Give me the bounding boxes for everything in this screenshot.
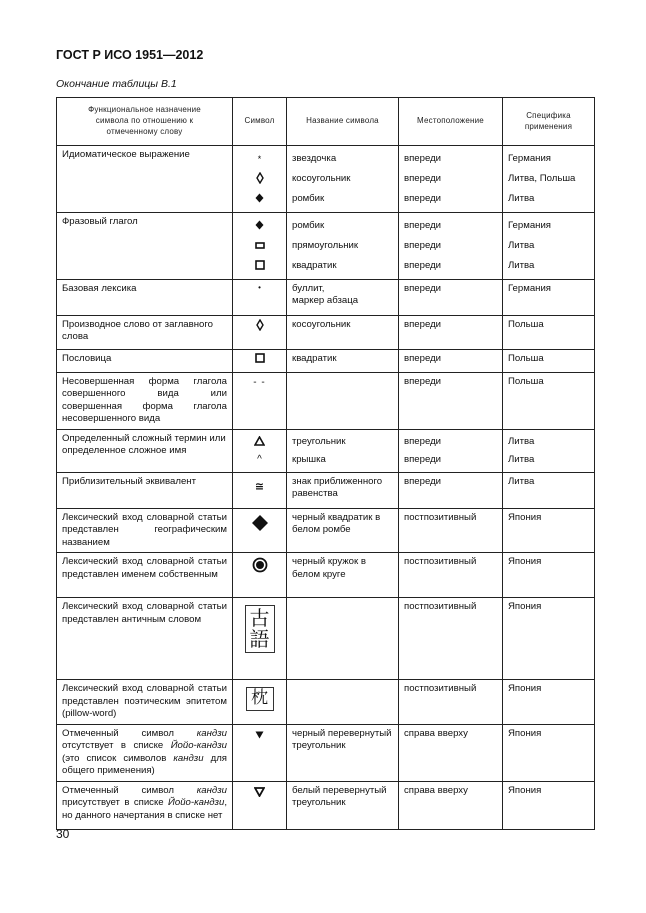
symbol-cell [233, 598, 287, 680]
symbol-cell [233, 509, 287, 553]
table-row [57, 316, 595, 350]
black-diamond-icon [255, 220, 264, 230]
location-cell: впереди [399, 316, 503, 350]
spec-cell: Германия Литва, Польша Литва [503, 146, 595, 213]
name-cell: квадратик [287, 350, 399, 373]
name-cell: треугольник крышка [287, 430, 399, 473]
function-cell: Лексический вход словарной статьи представлен географическим названием [57, 509, 233, 553]
spec-cell: Литва [503, 473, 595, 509]
symbol-cell [233, 553, 287, 598]
page-number: 30 [56, 827, 70, 841]
function-cell: Пословица [57, 350, 233, 373]
black-diamond-icon [255, 193, 264, 203]
triangle-icon [254, 436, 265, 446]
location-cell: впереди [399, 373, 503, 430]
column-header-function: Функциональное назначение символа по отношению к отмеченному слову [57, 98, 233, 146]
spec-cell: Литва Литва [503, 430, 595, 473]
double-dash-icon: - - [253, 377, 266, 388]
name-cell: буллит, маркер абзаца [287, 280, 399, 316]
function-cell: Отмеченный символ кандзи присутствует в списке Йойо-кандзи, но данного начертания в списке нет [57, 781, 233, 829]
location-cell: справа вверху [399, 781, 503, 829]
symbol-cell [233, 680, 287, 724]
spec-cell: Япония [503, 781, 595, 829]
symbols-table [56, 97, 595, 830]
symbol-cell [233, 724, 287, 781]
name-cell [287, 373, 399, 430]
name-cell [287, 680, 399, 724]
column-header-name: Название символа [287, 98, 399, 146]
document-header: ГОСТ Р ИСО 1951—2012 [56, 48, 204, 62]
symbol-cell [233, 213, 287, 280]
spec-cell: Германия [503, 280, 595, 316]
location-cell: постпозитивный [399, 553, 503, 598]
table-row [57, 781, 595, 829]
white-lozenge-icon [256, 172, 264, 184]
table-row [57, 430, 595, 473]
column-header-symbol: Символ [233, 98, 287, 146]
table-row [57, 350, 595, 373]
location-cell: впереди [399, 473, 503, 509]
function-cell: Определенный сложный термин или определенное сложное имя [57, 430, 233, 473]
location-cell: постпозитивный [399, 509, 503, 553]
name-cell: знак приближенного равенства [287, 473, 399, 509]
table-row [57, 473, 595, 509]
name-cell: косоугольник [287, 316, 399, 350]
symbol-cell [233, 280, 287, 316]
diamond-in-square-icon [251, 514, 269, 532]
function-cell: Лексический вход словарной статьи представлен именем собственным [57, 553, 233, 598]
kanji-kogo-icon: 古 語 [245, 605, 275, 653]
table-row [57, 724, 595, 781]
symbol-cell [233, 430, 287, 473]
location-cell: справа вверху [399, 724, 503, 781]
symbol-cell [233, 146, 287, 213]
table-row [57, 680, 595, 724]
name-cell: черный перевернутый треугольник [287, 724, 399, 781]
table-row [57, 553, 595, 598]
location-cell: впереди впереди впереди [399, 146, 503, 213]
name-cell: звездочка косоугольник ромбик [287, 146, 399, 213]
approx-equal-icon: ≅ [254, 481, 265, 493]
location-cell: постпозитивный [399, 598, 503, 680]
table-row [57, 146, 595, 213]
function-cell: Производное слово от заглавного слова [57, 316, 233, 350]
kanji-makura-icon: 枕 [246, 687, 274, 711]
name-cell: черный кружок в белом круге [287, 553, 399, 598]
spec-cell: Польша [503, 316, 595, 350]
location-cell: впереди [399, 280, 503, 316]
square-icon [255, 260, 265, 270]
table-row [57, 509, 595, 553]
spec-cell: Польша [503, 373, 595, 430]
symbol-cell [233, 350, 287, 373]
black-down-triangle-icon [255, 731, 264, 739]
name-cell: ромбик прямоугольник квадратик [287, 213, 399, 280]
table-row [57, 373, 595, 430]
function-cell: Базовая лексика [57, 280, 233, 316]
spec-cell: Германия Литва Литва [503, 213, 595, 280]
table-row [57, 598, 595, 680]
symbol-cell [233, 473, 287, 509]
symbol-cell [233, 316, 287, 350]
function-cell: Лексический вход словарной статьи представлен античным словом [57, 598, 233, 680]
location-cell: впереди впереди впереди [399, 213, 503, 280]
spec-cell: Япония [503, 553, 595, 598]
column-header-specifics: Специфика применения [503, 98, 595, 146]
table-row [57, 280, 595, 316]
white-lozenge-icon [256, 319, 264, 331]
spec-cell: Япония [503, 598, 595, 680]
bullet-icon: • [258, 283, 261, 293]
symbol-cell [233, 781, 287, 829]
table-row [57, 213, 595, 280]
star-icon: * [257, 154, 262, 164]
spec-cell: Япония [503, 680, 595, 724]
table-header-row [57, 98, 595, 146]
symbol-cell [233, 373, 287, 430]
square-icon [255, 353, 265, 363]
function-cell: Несовершенная форма глагола совершенного вида или совершенная форма глагола несовершенного вида [57, 373, 233, 430]
function-cell: Фразовый глагол [57, 213, 233, 280]
column-header-location: Местоположение [399, 98, 503, 146]
name-cell: белый перевернутый треугольник [287, 781, 399, 829]
function-cell: Идиоматическое выражение [57, 146, 233, 213]
function-cell: Отмеченный символ кандзи отсутствует в списке Йойо-кандзи (это список символов кандзи для общего применения) [57, 724, 233, 781]
name-cell: черный квадратик в белом ромбе [287, 509, 399, 553]
location-cell: впереди впереди [399, 430, 503, 473]
white-down-triangle-icon [254, 787, 265, 797]
function-cell: Лексический вход словарной статьи представлен поэтическим эпитетом (pillow-word) [57, 680, 233, 724]
caret-icon: ^ [257, 454, 262, 465]
table-caption: Окончание таблицы В.1 [56, 78, 177, 90]
spec-cell: Япония [503, 509, 595, 553]
circle-in-circle-icon [252, 557, 268, 573]
location-cell: впереди [399, 350, 503, 373]
spec-cell: Польша [503, 350, 595, 373]
rectangle-icon [255, 242, 265, 249]
function-cell: Приблизительный эквивалент [57, 473, 233, 509]
spec-cell: Япония [503, 724, 595, 781]
location-cell: постпозитивный [399, 680, 503, 724]
name-cell [287, 598, 399, 680]
